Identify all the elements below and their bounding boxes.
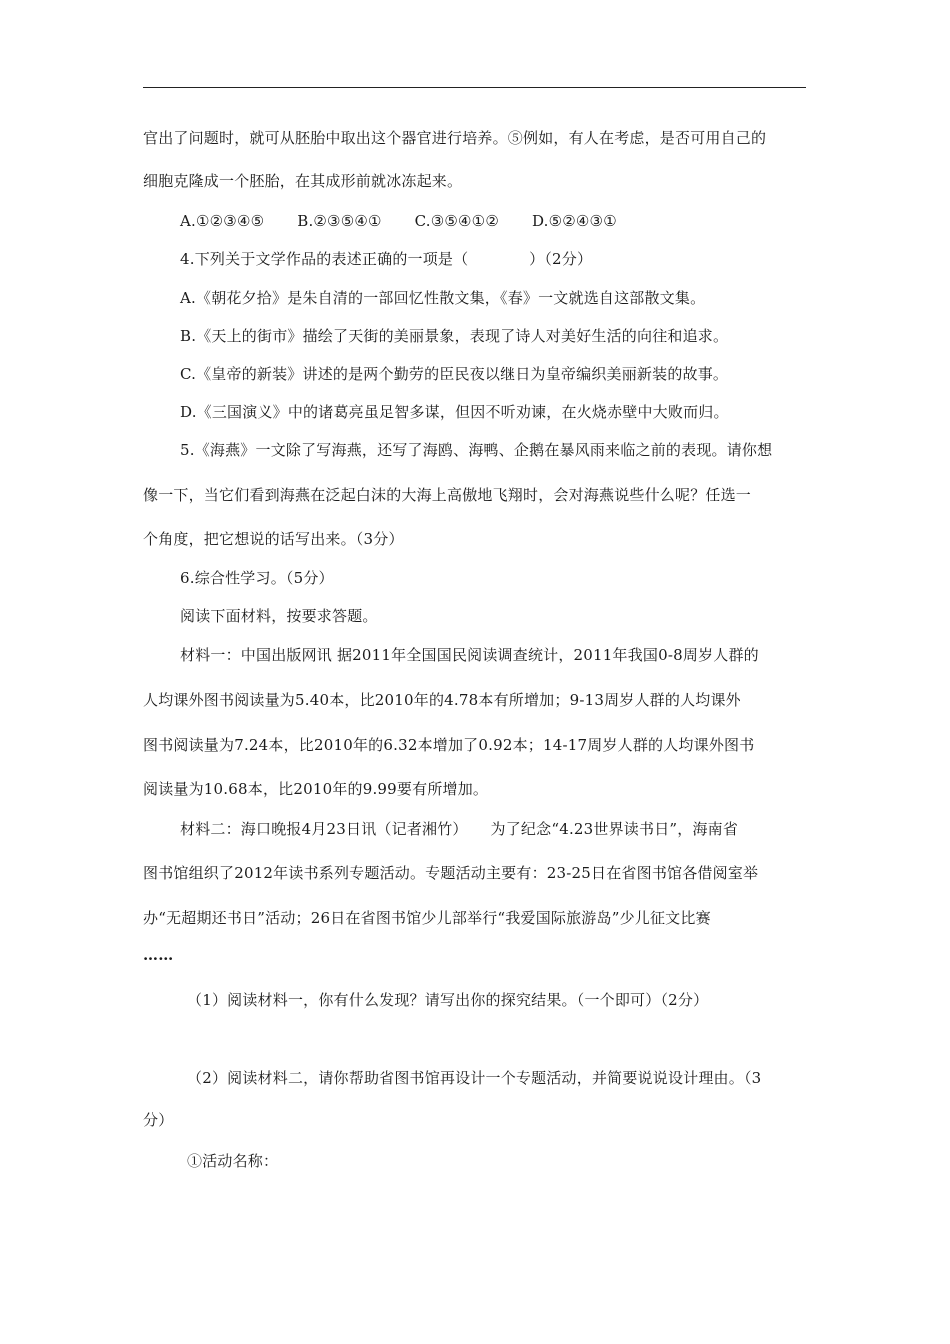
text-line: 图书阅读量为7.24本，比2010年的6.32本增加了0.92本；14-17周岁人群的人均课外图书 (143, 736, 755, 754)
q4-option-a: A.《朝花夕拾》是朱自清的一部回忆性散文集，《春》一文就选自这部散文集。 (180, 289, 706, 307)
text-line: 办“无超期还书日”活动；26日在省图书馆少儿部举行“我爱国际旅游岛”少儿征文比赛 (143, 909, 711, 927)
q4-option-b: B.《天上的街市》描绘了天街的美丽景象，表现了诗人对美好生活的向往和追求。 (180, 327, 729, 345)
option-b: B.②③⑤④① (297, 212, 382, 230)
text-line: 个角度，把它想说的话写出来。（3分） (143, 530, 404, 548)
option-c: C.③⑤④①② (414, 212, 499, 230)
text-line: 人均课外图书阅读量为5.40本，比2010年的4.78本有所增加；9-13周岁人群的人均课外 (143, 691, 741, 709)
q4-option-d: D.《三国演义》中的诸葛亮虽足智多谋，但因不听劝谏，在火烧赤壁中大败而归。 (180, 403, 729, 421)
text-line: 细胞克隆成一个胚胎，在其成形前就冰冻起来。 (143, 172, 463, 190)
ellipsis: …… (143, 946, 174, 964)
instruction: 阅读下面材料，按要求答题。 (180, 607, 378, 625)
text-line: 图书馆组织了2012年读书系列专题活动。专题活动主要有：23-25日在省图书馆各借阅室举 (143, 864, 759, 882)
material-1: 材料一：中国出版网讯 据2011年全国国民阅读调查统计，2011年我国0-8周岁人群的 (180, 646, 759, 664)
text-line: 分） (143, 1111, 174, 1129)
question-5: 5.《海燕》一文除了写海燕，还写了海鸥、海鸭、企鹅在暴风雨来临之前的表现。请你想 (180, 441, 773, 459)
activity-name-label: ①活动名称： (187, 1152, 279, 1170)
q4-option-c: C.《皇帝的新装》讲述的是两个勤劳的臣民夜以继日为皇帝编织美丽新装的故事。 (180, 365, 729, 383)
option-a: A.①②③④⑤ (180, 212, 265, 230)
option-d: D.⑤②④③① (531, 212, 617, 230)
text-line: 阅读量为10.68本，比2010年的9.99要有所增加。 (143, 780, 489, 798)
question-4: 4.下列关于文学作品的表述正确的一项是（ ）（2分） (180, 250, 593, 268)
subquestion-1: （1）阅读材料一，你有什么发现？请写出你的探究结果。（一个即可）（2分） (187, 991, 709, 1009)
header-rule (143, 87, 806, 88)
subquestion-2: （2）阅读材料二，请你帮助省图书馆再设计一个专题活动，并简要说说设计理由。（3 (187, 1069, 762, 1087)
option-row (180, 211, 645, 231)
material-2: 材料二：海口晚报4月23日讯（记者湘竹） 为了纪念“4.23世界读书日”，海南省 (180, 820, 739, 838)
question-6: 6.综合性学习。（5分） (180, 569, 334, 587)
text-line: 官出了问题时，就可从胚胎中取出这个器官进行培养。⑤例如，有人在考虑，是否可用自己的 (143, 129, 767, 147)
text-line: 像一下，当它们看到海燕在泛起白沫的大海上高傲地飞翔时，会对海燕说些什么呢？任选一 (143, 486, 752, 504)
